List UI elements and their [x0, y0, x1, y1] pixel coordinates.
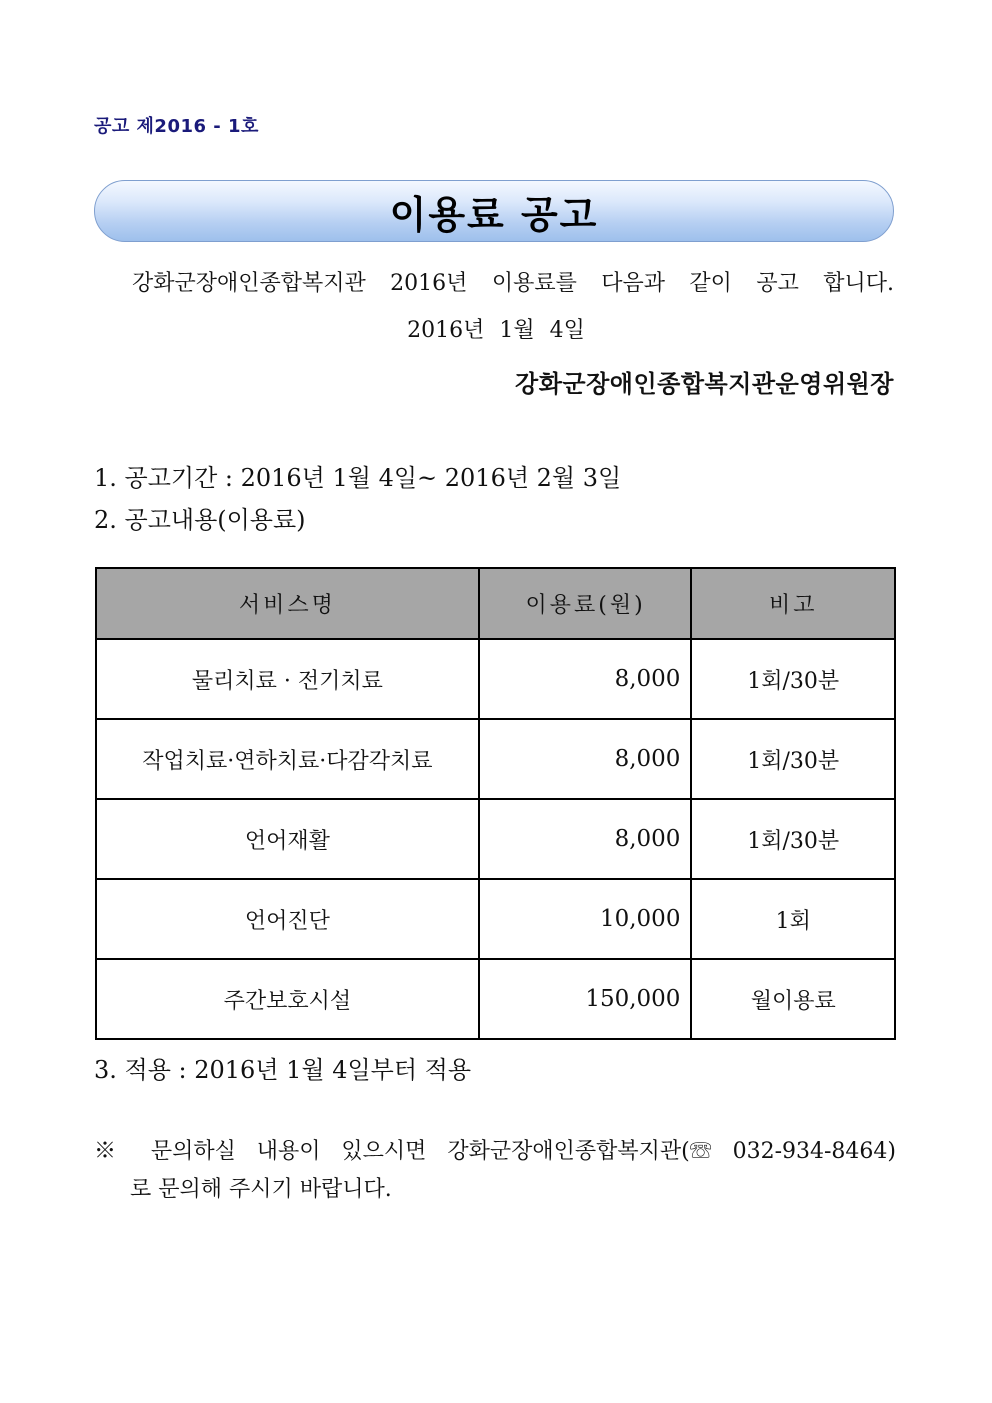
service-fee: 8,000 — [479, 799, 692, 879]
service-name: 물리치료 · 전기치료 — [96, 639, 479, 719]
service-fee: 8,000 — [479, 639, 692, 719]
section-period: 1. 공고기간 : 2016년 1월 4일~ 2016년 2월 3일 — [94, 464, 622, 492]
table-row — [96, 719, 895, 799]
section-apply: 3. 적용 : 2016년 1월 4일부터 적용 — [94, 1056, 472, 1084]
service-name: 주간보호시설 — [96, 959, 479, 1039]
table-header-row — [96, 568, 895, 639]
page-title: 이용료 공고 — [389, 192, 599, 237]
notice-date: 2016년 1월 4일 — [407, 318, 585, 343]
service-name: 작업치료·연하치료·다감각치료 — [96, 719, 479, 799]
section-content: 2. 공고내용(이용료) — [94, 506, 306, 534]
service-name: 언어진단 — [96, 879, 479, 959]
service-note: 1회/30분 — [691, 639, 895, 719]
table-row — [96, 639, 895, 719]
service-note: 월이용료 — [691, 959, 895, 1039]
header-fee: 이용료(원) — [479, 568, 692, 639]
inquiry-note — [94, 1133, 896, 1209]
header-service: 서비스명 — [96, 568, 479, 639]
inquiry-line-1: ※ 문의하실 내용이 있으시면 강화군장애인종합복지관(☏ 032-934-8464) — [94, 1139, 896, 1164]
service-fee: 150,000 — [479, 959, 692, 1039]
inquiry-line-2: 로 문의해 주시기 바랍니다. — [130, 1177, 392, 1202]
table-row — [96, 959, 895, 1039]
intro-text: 강화군장애인종합복지관 2016년 이용료를 다음과 같이 공고 합니다. — [132, 271, 894, 296]
table-row — [96, 879, 895, 959]
service-note: 1회/30분 — [691, 719, 895, 799]
service-fee: 8,000 — [479, 719, 692, 799]
service-fee: 10,000 — [479, 879, 692, 959]
fee-table — [95, 567, 896, 1040]
service-name: 언어재활 — [96, 799, 479, 879]
notice-number: 공고 제2016 - 1호 — [94, 116, 259, 137]
title-banner — [94, 180, 894, 242]
service-note: 1회 — [691, 879, 895, 959]
table-row — [96, 799, 895, 879]
header-note: 비고 — [691, 568, 895, 639]
issuer-name: 강화군장애인종합복지관운영위원장 — [515, 370, 894, 398]
service-note: 1회/30분 — [691, 799, 895, 879]
